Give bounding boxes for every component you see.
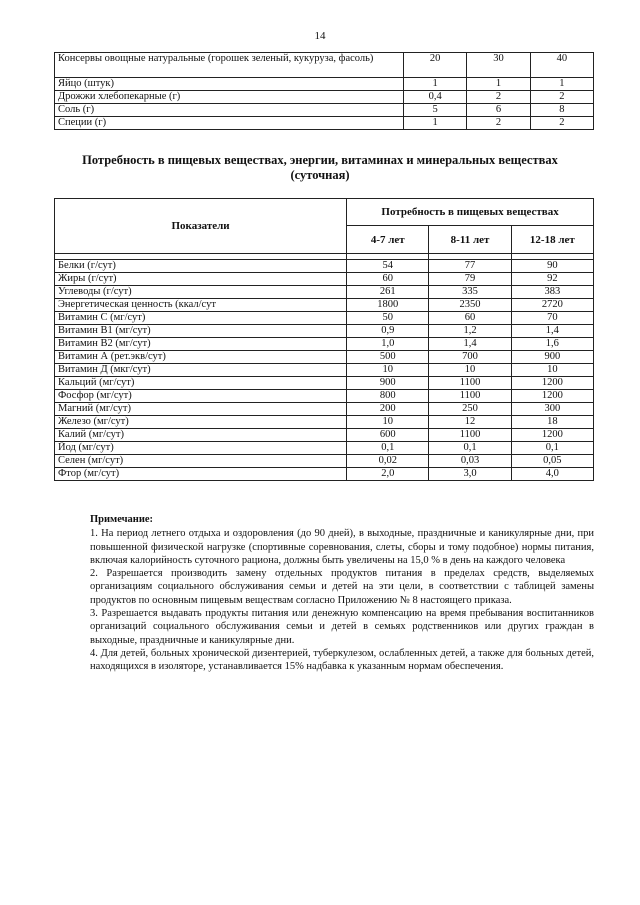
norm-value: 2: [530, 91, 593, 104]
table-row: [55, 299, 594, 312]
table-row: [55, 377, 594, 390]
table-row: [55, 351, 594, 364]
value-age-12-18: 4,0: [511, 468, 593, 481]
nutrient-name: Витамин В2 (мг/сут): [55, 338, 347, 351]
nutrient-requirements-table: [54, 198, 594, 481]
norm-value: 1: [403, 78, 466, 91]
header-age-12-18: 12-18 лет: [511, 226, 593, 254]
header-indicators: Показатели: [55, 199, 347, 254]
value-age-8-11: 1,4: [429, 338, 511, 351]
value-age-12-18: 1200: [511, 429, 593, 442]
norm-value: 5: [403, 104, 466, 117]
value-age-12-18: 70: [511, 312, 593, 325]
table-row: [55, 91, 594, 104]
table-row: [55, 468, 594, 481]
value-age-8-11: 60: [429, 312, 511, 325]
value-age-8-11: 77: [429, 260, 511, 273]
norm-value: 0,4: [403, 91, 466, 104]
table-row: [55, 78, 594, 91]
value-age-8-11: 3,0: [429, 468, 511, 481]
value-age-12-18: 1200: [511, 377, 593, 390]
value-age-12-18: 1200: [511, 390, 593, 403]
value-age-12-18: 10: [511, 364, 593, 377]
nutrient-name: Витамин Д (мкг/сут): [55, 364, 347, 377]
norm-value: 40: [530, 53, 593, 78]
norm-value: 6: [467, 104, 530, 117]
value-age-8-11: 2350: [429, 299, 511, 312]
value-age-4-7: 50: [347, 312, 429, 325]
product-name: Специи (г): [55, 117, 404, 130]
norm-value: 1: [467, 78, 530, 91]
section-title: [60, 153, 580, 183]
value-age-12-18: 1,6: [511, 338, 593, 351]
value-age-12-18: 0,05: [511, 455, 593, 468]
nutrient-name: Кальций (мг/сут): [55, 377, 347, 390]
norm-value: 1: [530, 78, 593, 91]
product-name: Яйцо (штук): [55, 78, 404, 91]
table-row: [55, 390, 594, 403]
value-age-8-11: 10: [429, 364, 511, 377]
table-row: [55, 364, 594, 377]
value-age-4-7: 261: [347, 286, 429, 299]
norm-value: 8: [530, 104, 593, 117]
table-row: [55, 325, 594, 338]
table-row: [55, 260, 594, 273]
value-age-8-11: 1100: [429, 390, 511, 403]
section-title-line: Потребность в пищевых веществах, энергии, витаминах и минеральных веществах: [82, 153, 558, 167]
value-age-4-7: 900: [347, 377, 429, 390]
nutrient-name: Углеводы (г/сут): [55, 286, 347, 299]
nutrient-rows: [55, 260, 594, 481]
value-age-4-7: 54: [347, 260, 429, 273]
value-age-4-7: 0,9: [347, 325, 429, 338]
value-age-12-18: 383: [511, 286, 593, 299]
value-age-4-7: 2,0: [347, 468, 429, 481]
notes-section: [90, 513, 594, 674]
nutrient-name: Калий (мг/сут): [55, 429, 347, 442]
value-age-8-11: 12: [429, 416, 511, 429]
value-age-12-18: 18: [511, 416, 593, 429]
table-row: [55, 104, 594, 117]
page-number: 14: [314, 30, 326, 42]
value-age-8-11: 0,03: [429, 455, 511, 468]
nutrient-name: Селен (мг/сут): [55, 455, 347, 468]
value-age-8-11: 79: [429, 273, 511, 286]
note-item: 1. На период летнего отдыха и оздоровления (до 90 дней), в выходные, праздничные и каникулярные дни, при повышенной физической нагрузке (спортивные соревнования, слеты, сборы и тому подобное) нормы питания, включая калорийность суточного рациона, должны быть увеличены на 15,0 % в день на каждого человека: [90, 528, 594, 566]
value-age-8-11: 1,2: [429, 325, 511, 338]
section-title-line: (суточная): [290, 168, 350, 182]
nutrient-name: Железо (мг/сут): [55, 416, 347, 429]
value-age-4-7: 0,1: [347, 442, 429, 455]
table-row: [55, 312, 594, 325]
note-item: 3. Разрешается выдавать продукты питания или денежную компенсацию на время пребывания воспитанников организаций социального обслуживания семьи и детей в семьях родственников или других граждан в выходные, праздничные и каникулярные дни.: [90, 608, 594, 646]
nutrient-name: Магний (мг/сут): [55, 403, 347, 416]
value-age-12-18: 0,1: [511, 442, 593, 455]
table-row: [55, 403, 594, 416]
product-name: Консервы овощные натуральные (горошек зеленый, кукуруза, фасоль): [55, 53, 404, 78]
nutrient-name: Йод (мг/сут): [55, 442, 347, 455]
norm-value: 20: [403, 53, 466, 78]
value-age-12-18: 300: [511, 403, 593, 416]
nutrient-name: Фосфор (мг/сут): [55, 390, 347, 403]
header-age-8-11: 8-11 лет: [429, 226, 511, 254]
note-item: 2. Разрешается производить замену отдельных продуктов питания в пределах средств, выделяемых организациям социального обслуживания семьи и детей на эти цели, в соответствии с таблицей замены продуктов по основным пищевым веществам согласно Приложению № 8 настоящего приказа.: [90, 568, 594, 606]
value-age-12-18: 900: [511, 351, 593, 364]
table-row: [55, 429, 594, 442]
value-age-8-11: 1100: [429, 377, 511, 390]
value-age-4-7: 800: [347, 390, 429, 403]
norm-value: 2: [467, 117, 530, 130]
nutrient-name: Белки (г/сут): [55, 260, 347, 273]
value-age-12-18: 2720: [511, 299, 593, 312]
notes-title: Примечание:: [90, 514, 154, 525]
nutrient-name: Энергетическая ценность (ккал/сут: [55, 299, 347, 312]
value-age-4-7: 1800: [347, 299, 429, 312]
value-age-4-7: 10: [347, 416, 429, 429]
table-row: [55, 286, 594, 299]
value-age-8-11: 250: [429, 403, 511, 416]
table-row: [55, 273, 594, 286]
value-age-4-7: 600: [347, 429, 429, 442]
table-row: [55, 53, 594, 78]
table-header-row: [55, 199, 594, 226]
nutrient-name: Жиры (г/сут): [55, 273, 347, 286]
value-age-4-7: 60: [347, 273, 429, 286]
value-age-8-11: 335: [429, 286, 511, 299]
table-row: [55, 117, 594, 130]
table-row: [55, 338, 594, 351]
table-row: [55, 455, 594, 468]
norm-value: 1: [403, 117, 466, 130]
norm-value: 2: [530, 117, 593, 130]
value-age-12-18: 1,4: [511, 325, 593, 338]
note-item: 4. Для детей, больных хронической дизентерией, туберкулезом, ослабленных детей, а также для больных детей, находящихся в изоляторе, устанавливается 15% надбавка к указанным нормам обеспечения.: [90, 647, 594, 673]
product-name: Соль (г): [55, 104, 404, 117]
value-age-12-18: 92: [511, 273, 593, 286]
norm-value: 2: [467, 91, 530, 104]
nutrient-name: Витамин А (рет.экв/сут): [55, 351, 347, 364]
nutrient-name: Витамин В1 (мг/сут): [55, 325, 347, 338]
table-row: [55, 416, 594, 429]
food-norms-table: [54, 52, 594, 130]
header-requirement-group: Потребность в пищевых веществах: [347, 199, 594, 226]
value-age-4-7: 0,02: [347, 455, 429, 468]
norm-value: 30: [467, 53, 530, 78]
value-age-4-7: 500: [347, 351, 429, 364]
nutrient-name: Витамин С (мг/сут): [55, 312, 347, 325]
product-name: Дрожжи хлебопекарные (г): [55, 91, 404, 104]
value-age-4-7: 1,0: [347, 338, 429, 351]
value-age-8-11: 700: [429, 351, 511, 364]
value-age-4-7: 10: [347, 364, 429, 377]
header-age-4-7: 4-7 лет: [347, 226, 429, 254]
value-age-8-11: 0,1: [429, 442, 511, 455]
table-row: [55, 442, 594, 455]
value-age-8-11: 1100: [429, 429, 511, 442]
value-age-12-18: 90: [511, 260, 593, 273]
value-age-4-7: 200: [347, 403, 429, 416]
nutrient-name: Фтор (мг/сут): [55, 468, 347, 481]
